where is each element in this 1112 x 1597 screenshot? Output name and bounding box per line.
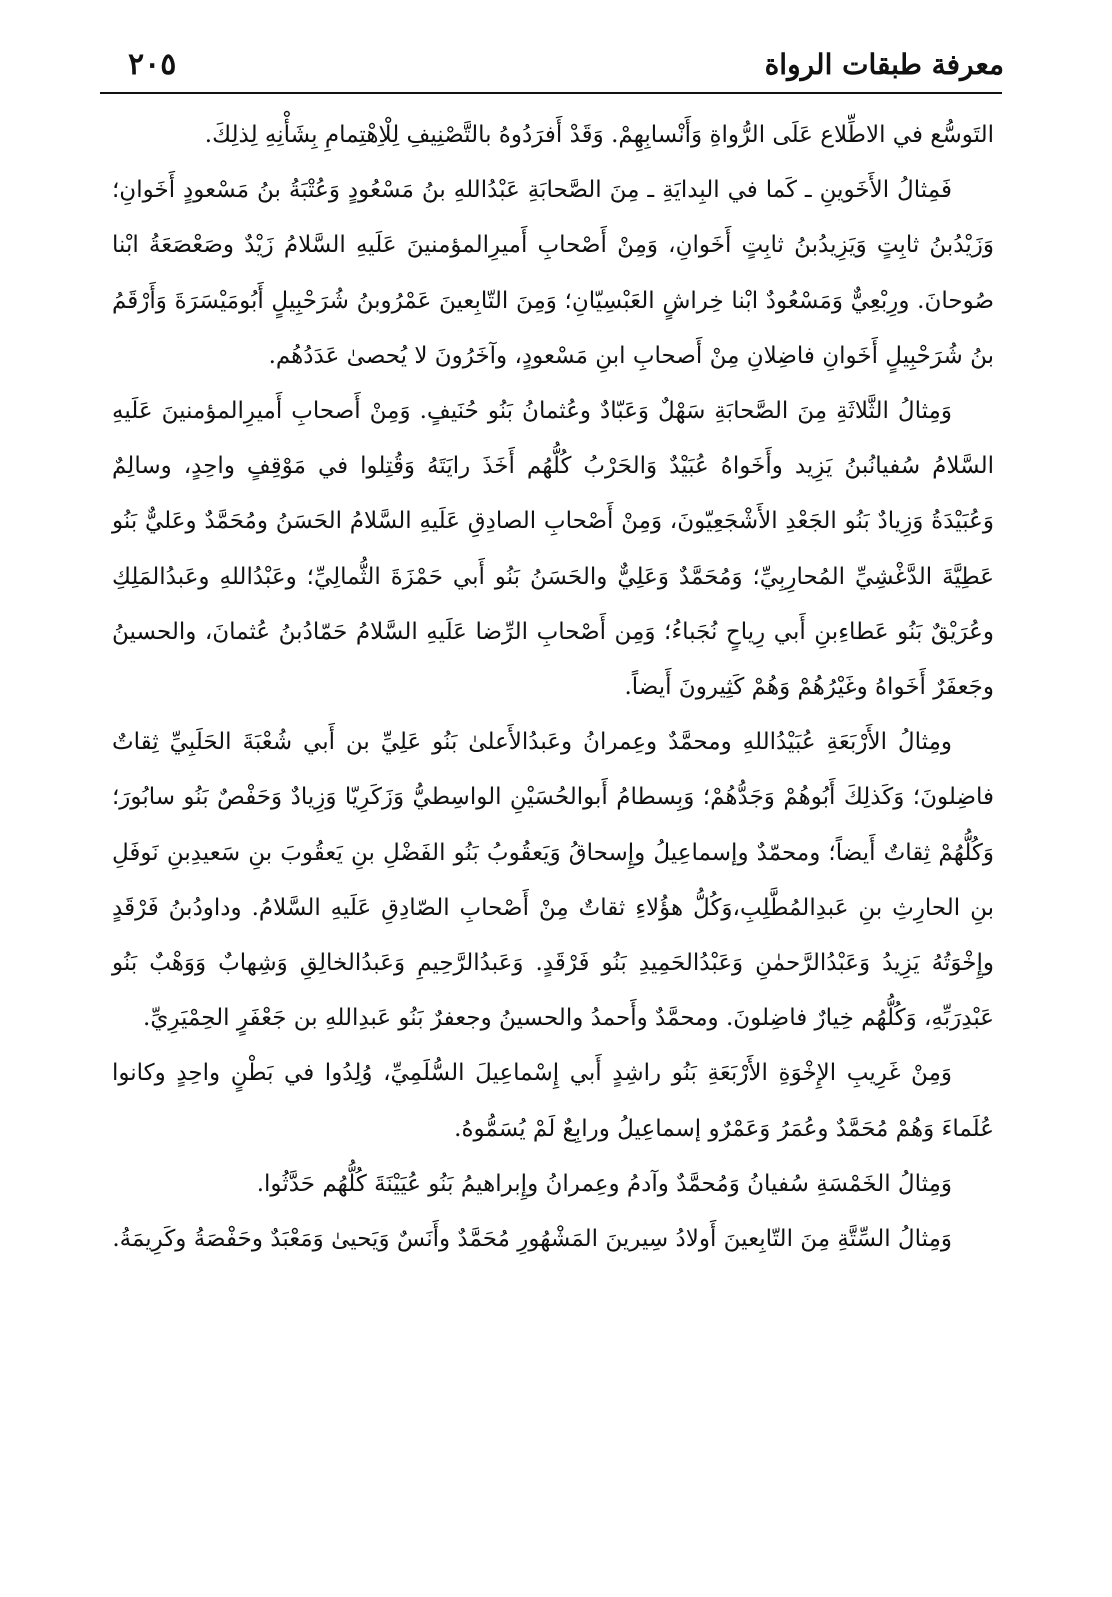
paragraph-brothers-two: فَمِثالُ الأَخَوينِ ـ كَما في البِدايَةِ ـ مِنَ الصَّحابَةِ عَبْدُاللهِ بنُ مَسْعُودٍ وَعُتْبَةُ بنُ مَسْعودٍ أَخَوانِ؛ وَزَيْدُبنُ ثابِتٍ وَيَزِيدُبنُ ثابِتٍ أَخَوانِ، وَمِنْ أَصْحابِ أَميرِالمؤمنينَ عَلَيهِ السَّلامُ زَيْدٌ وصَعْصَعَةُ ابْنا صُوحانَ. ورِبْعِيٌّ وَمَسْعُودٌ ابْنا خِراشٍ العَبْسِيّانِ؛ وَمِنَ التّابِعينَ عَمْرُوبنُ شُرَحْبِيلٍ أَبُومَيْسَرَةَ وَأَرْقَمُ بنُ شُرَحْبِيلٍ أَخَوانِ فاضِلانِ مِنْ أَصحابِ ابنِ مَسْعودٍ، وآخَرُونَ لا يُحصىٰ عَدَدُهُم. xyxy=(112,177,994,369)
paragraph-brothers-five: وَمِثالُ الخَمْسَةِ سُفيانُ وَمُحمَّدٌ وآدمُ وعِمرانُ وإِبراهيمُ بَنُو عُيَيْنَةَ كُلُّهُم حَدَّثُوا. xyxy=(256,1170,952,1197)
paragraph-brothers-three: وَمِثالُ الثَّلاثَةِ مِنَ الصَّحابَةِ سَهْلٌ وَعَبّادٌ وعُثمانُ بَنُو حُنَيفٍ. وَمِنْ أَصحابِ أَميرِالمؤمنينَ عَلَيهِ السَّلامُ سُفيانُبنُ يَزِيد وأَخَواهُ عُبَيْدٌ وَالحَرْبُ كُلُّهُم أَخَذَ رايَتَهُ وَقُتِلوا في مَوْقِفٍ واحِدٍ، وسالِمٌ وَعُبَيْدَةُ وَزِيادٌ بَنُو الجَعْدِ الأَشْجَعِيّونَ، وَمِنْ أَصْحابِ الصادِقِ عَلَيهِ السَّلامُ الحَسَنُ ومُحَمَّدٌ وعَليٌّ بَنُو عَطِيَّةَ الدَّغْشِيِّ المُحارِبِيِّ؛ وَمُحَمَّدٌ وَعَلِيٌّ والحَسَنُ بَنُو أَبي حَمْزَةَ الثُّمالِيِّ؛ وعَبْدُاللهِ وعَبدُالمَلِكِ وعُرَيْقٌ بَنُو عَطاءِبنِ أَبي رِياحٍ نُجَباءُ؛ وَمِن أَصْحابِ الرِّضا عَلَيهِ السَّلامُ حَمّادُبنُ عُثمانَ، والحسينُ وجَعفَرٌ أَخَواهُ وغَيْرُهُمْ وَهُمْ كَثِيرونَ أَيضاً. xyxy=(112,398,995,701)
running-title: معرفة طبقات الرواة xyxy=(764,47,1004,81)
header-rule xyxy=(100,92,1002,94)
paragraph-continuation: التَوسُّع في الاطِّلاع عَلَى الرُّواةِ وَأَنْسابِهِمْ. وَقَدْ أَفرَدُوهُ بالتَّصْنِيفِ لِلْاِهْتِمامِ بِشَأْنِهِ لِذلِكَ. xyxy=(204,122,994,148)
page-header xyxy=(98,40,1004,88)
paragraph-brothers-four: ومِثالُ الأَرْبَعَةِ عُبَيْدُاللهِ ومحمَّدٌ وعِمرانُ وعَبدُالأَعلىٰ بَنُو عَلِيِّ بن أَبي شُعْبَةَ الحَلَبِيِّ ثِقاتٌ فاضِلونَ؛ وَكَذلِكَ أَبُوهُمْ وَجَدُّهُمْ؛ وَبِسطامُ أَبوالحُسَيْنِ الواسِطيُّ وَزَكَرِيّا وَزِيادٌ وَحَفْصٌ بَنُو سابُورَ؛ وَكُلُّهُمْ ثِقاتٌ أَيضاً؛ ومحمّدٌ وإسماعِيلُ وإِسحاقُ وَيَعقُوبُ بَنُو الفَضْلِ بنِ يَعقُوبَ بنِ سَعيدِبنِ نَوفَلِ بنِ الحارِثِ بنِ عَبدِالمُطَّلِبِ،وَكُلُّ هؤُلاءِ ثقاتٌ مِنْ أَصْحابِ الصّادِقِ عَلَيهِ السَّلامُ. وداودُبنُ فَرْقَدٍ وإِخْوَتُهُ يَزِيدُ وَعَبْدُالرَّحمٰنِ وَعَبْدُالحَمِيدِ بَنُو فَرْقَدٍ. وَعَبدُالرَّحِيمِ وَعَبدُالخالِقِ وَشِهابٌ وَوَهْبٌ بَنُو عَبْدِرَبِّهِ، وَكُلُّهُم خِيارٌ فاضِلونَ. ومحمَّدٌ وأَحمدُ والحسينُ وجعفرٌ بَنُو عَبدِاللهِ بن جَعْفَرٍ الحِمْيَرِيِّ. xyxy=(112,729,994,1032)
page-body xyxy=(112,108,994,1267)
paragraph-rare-four: وَمِنْ غَرِيبِ الإِخْوَةِ الأَرْبَعَةِ بَنُو راشِدٍ أَبي إِسْماعِيلَ السُّلَمِيِّ، وُلِدُوا في بَطْنٍ واحِدٍ وكانوا عُلَماءَ وَهُمْ مُحَمَّدٌ وعُمَرُ وَعَمْرٌو إسماعِيلُ ورابِعٌ لَمْ يُسَمُّوهُ. xyxy=(112,1060,994,1142)
page-number: ٢٠٥ xyxy=(128,46,177,82)
paragraph-siblings-six: وَمِثالُ السِّتَّةِ مِنَ التّابِعينَ أَولادُ سِيرينَ المَشْهُورِ مُحَمَّدٌ وأَنَسٌ وَيَحيىٰ وَمَعْبَدٌ وحَفْصَةُ وكَرِيمَةُ. xyxy=(112,1226,952,1253)
